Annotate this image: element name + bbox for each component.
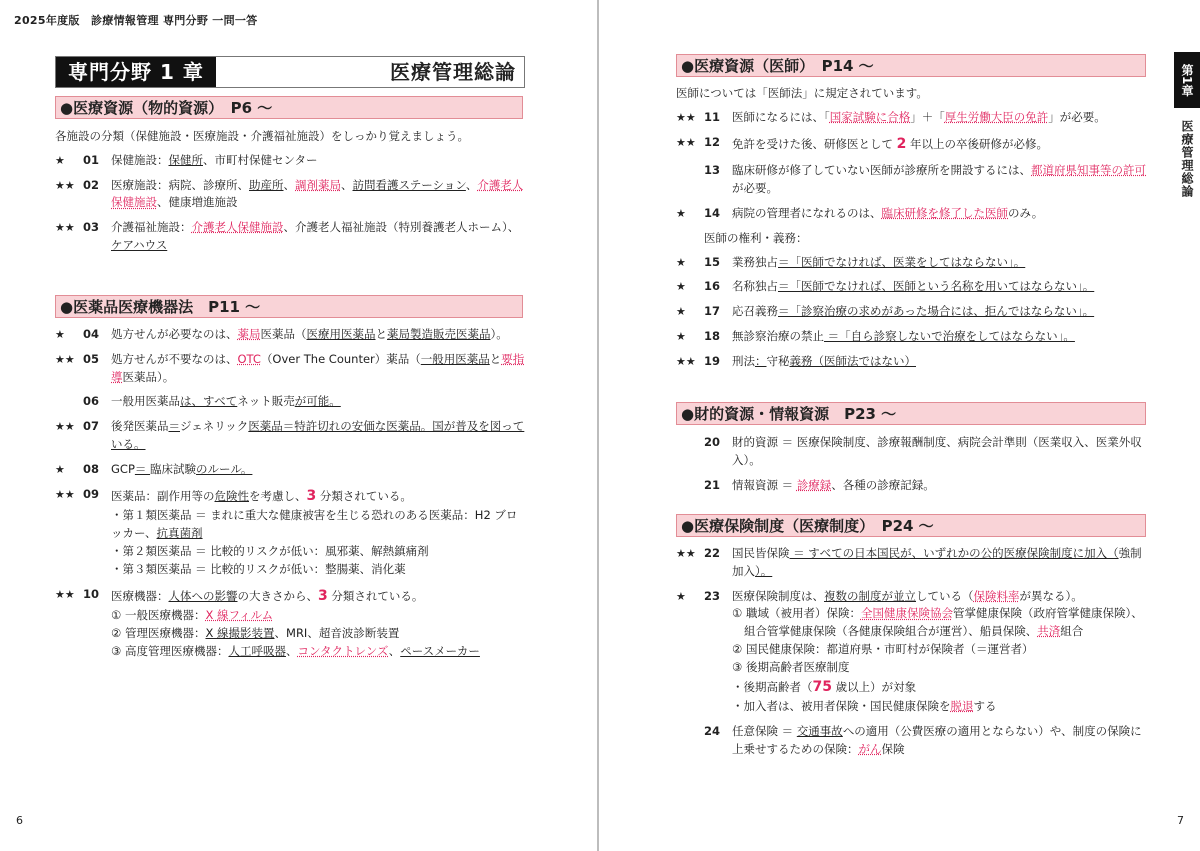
underlined-term: 交通事故 xyxy=(796,724,843,739)
section-heading: ●医療資源（医師） P14 ～ xyxy=(676,54,1146,77)
underlined-term: 人体への影響 xyxy=(168,588,238,603)
item-text xyxy=(732,109,1150,127)
item-number: 06 xyxy=(83,394,100,409)
text-run: 、介護老人福祉施設（特別養護老人ホーム）、 xyxy=(283,220,520,235)
text-run: 臨床研修が修了していない医師が診療所を開設するには、 xyxy=(732,163,1031,178)
key-term: 薬局 xyxy=(237,327,261,341)
text-run: ③ 後期高齢者医療制度 xyxy=(732,659,850,674)
question-item xyxy=(676,254,1150,272)
item-number: 03 xyxy=(83,220,100,235)
text-run: への適用（公費医療の適用とならない）や、制度の保険に上乗せするための保険： xyxy=(732,724,1142,756)
underlined-term: 人工呼吸器 xyxy=(228,643,286,658)
text-run: と xyxy=(489,351,502,366)
item-number: 17 xyxy=(704,304,721,319)
text-run: ジェネリック xyxy=(180,419,249,434)
sub-line xyxy=(111,643,525,661)
item-number: 05 xyxy=(83,351,100,366)
text-run: 年以上の卒後研修が必修。 xyxy=(906,136,1049,151)
text-run: 医療機器： xyxy=(111,588,169,603)
underlined-term: は、すべて xyxy=(180,394,238,409)
running-header: 2025年度版 診療情報管理 専門分野 一問一答 xyxy=(14,14,258,27)
text-run: ③ 高度管理医療機器： xyxy=(111,643,229,658)
item-text xyxy=(732,545,1150,581)
text-run: 国民皆保険 xyxy=(732,546,790,560)
underlined-term: ）。 xyxy=(755,563,773,578)
item-number: 10 xyxy=(83,586,100,601)
importance-stars: ★★ xyxy=(55,420,75,434)
item-text xyxy=(732,162,1150,198)
importance-stars: ★★ xyxy=(676,135,696,149)
item-number: 14 xyxy=(704,205,721,220)
question-item xyxy=(55,418,525,454)
text-run: 」＋「 xyxy=(910,109,945,124)
underlined-term: 一般用医薬品 xyxy=(420,351,490,366)
item-number: 23 xyxy=(704,588,721,603)
text-run: 医薬品）。 xyxy=(122,369,175,384)
item-text xyxy=(732,434,1150,470)
text-run: ・第１類医薬品 ＝ まれに重大な健康被害を生じる恐れのある医薬品：H2 ブロッカー、 xyxy=(111,508,518,541)
underlined-term: ＝ xyxy=(168,419,180,434)
item-text xyxy=(111,486,525,508)
item-number: 19 xyxy=(704,353,721,368)
underlined-term: 医療用医薬品 xyxy=(306,327,376,341)
text-run: 病院の管理者になれるのは、 xyxy=(732,205,882,220)
text-run: ・第２類医薬品 ＝ 比較的リスクが低い：風邪薬、解熱鎮痛剤 xyxy=(111,544,429,558)
text-run: 財的資源 ＝ 医療保険制度、診療報酬制度、病院会計準則（医業収入、医業外収入）。 xyxy=(732,435,1142,467)
emphasis-number: 3 xyxy=(318,587,328,604)
item-text xyxy=(111,461,525,479)
text-run: 、市町村保健センター xyxy=(203,152,318,167)
item-list xyxy=(676,545,1150,759)
underlined-term: 保健所 xyxy=(168,152,203,167)
importance-stars: ★ xyxy=(676,305,686,319)
sub-line xyxy=(732,623,1150,641)
key-term: 診療録 xyxy=(796,477,832,492)
text-run: 医師になるには、「 xyxy=(732,109,830,124)
question-item xyxy=(55,393,525,411)
item-number: 20 xyxy=(704,435,721,449)
sub-line xyxy=(732,605,1150,623)
text-run: 保健施設： xyxy=(111,152,169,167)
key-term: 脱退 xyxy=(950,699,974,714)
key-term: 保険料率 xyxy=(973,588,1020,603)
underlined-term: が可能。 xyxy=(294,394,341,409)
question-item xyxy=(676,353,1150,371)
item-text xyxy=(732,205,1150,223)
item-number: 16 xyxy=(704,279,721,294)
section-heading: ●医薬品医療機器法 P11 ～ xyxy=(55,295,523,318)
page-number-left: 6 xyxy=(16,813,23,827)
text-run: の大きさから、 xyxy=(237,588,318,603)
text-run: 強制加入 xyxy=(732,546,1142,578)
item-number: 22 xyxy=(704,546,721,560)
underlined-term: 抗真菌剤 xyxy=(156,526,203,541)
item-number: 02 xyxy=(83,177,100,192)
text-run: ・後期高齢者（ xyxy=(732,679,813,694)
key-term: 要指導 xyxy=(111,351,525,384)
item-text xyxy=(732,723,1150,759)
importance-stars: ★ xyxy=(55,328,65,341)
text-run: 、 xyxy=(285,643,298,658)
section-heading: ●医療資源（物的資源） P6 ～ xyxy=(55,96,523,119)
text-run: 処方せんが不要なのは、 xyxy=(111,351,238,366)
underlined-term: 助産所 xyxy=(249,177,284,192)
question-item xyxy=(676,328,1150,346)
chapter-side-title: 医療管理総論 xyxy=(1180,120,1194,198)
item-text xyxy=(111,326,525,344)
item-text xyxy=(111,177,525,213)
sub-line xyxy=(111,543,525,561)
item-text xyxy=(732,303,1150,321)
question-item xyxy=(676,278,1150,296)
text-run: を考慮し、 xyxy=(249,488,307,503)
importance-stars: ★ xyxy=(676,330,686,343)
chapter-label: 専門分野 1 章 xyxy=(56,57,216,87)
underlined-term: ＝「診察治療の求めがあった場合には、拒んではならない」。 xyxy=(778,304,1095,319)
text-run: 介護福祉施設： xyxy=(111,220,192,235)
importance-stars: ★★ xyxy=(55,487,75,501)
text-run: している（ xyxy=(916,588,974,603)
item-text xyxy=(111,351,525,387)
text-run: 、 xyxy=(341,177,353,192)
sub-line xyxy=(111,625,525,643)
key-term: 介護老人保健施設 xyxy=(111,177,524,210)
text-run: 医療保険制度は、 xyxy=(732,588,824,603)
question-item xyxy=(676,205,1150,223)
item-list xyxy=(55,326,525,661)
item-text xyxy=(732,328,1150,346)
sub-line xyxy=(111,507,525,543)
text-run: 分類されている。 xyxy=(316,488,412,503)
underlined-term: ＝ すべての日本国民が、いずれかの公的医療保険制度に加入（ xyxy=(789,546,1119,560)
question-item xyxy=(55,586,525,661)
importance-stars: ★★ xyxy=(676,110,696,124)
emphasis-number: 2 xyxy=(896,135,907,152)
text-run: 、各種の診療記録。 xyxy=(831,477,935,492)
underlined-term: ＝「医師でなければ、医業をしてはならない」。 xyxy=(778,254,1026,269)
question-item xyxy=(676,134,1150,156)
question-item xyxy=(676,723,1150,759)
key-term: 介護老人保健施設 xyxy=(191,220,284,235)
section-body xyxy=(676,434,1150,501)
item-list xyxy=(676,109,1150,223)
question-item xyxy=(55,326,525,344)
text-run: 、 xyxy=(388,643,401,658)
item-number: 18 xyxy=(704,329,721,343)
item-text xyxy=(732,134,1150,156)
item-number: 04 xyxy=(83,327,100,341)
text-run: 分類されている。 xyxy=(327,588,424,603)
sub-line xyxy=(111,561,525,579)
text-run: 臨床試験 xyxy=(150,461,197,476)
underlined-term: ＝「医師でなければ、医師という名称を用いてはならない」。 xyxy=(778,279,1095,294)
importance-stars: ★★ xyxy=(55,587,75,601)
text-run: 医療施設：病院、診療所、 xyxy=(111,177,249,192)
question-item xyxy=(676,109,1150,127)
item-number: 12 xyxy=(704,134,721,149)
item-number: 08 xyxy=(83,461,100,476)
importance-stars: ★ xyxy=(676,255,686,269)
question-item xyxy=(676,303,1150,321)
text-run: 歳以上）が対象 xyxy=(831,679,917,694)
item-number: 15 xyxy=(704,254,721,269)
underlined-term: ： xyxy=(755,353,767,368)
section-body xyxy=(676,545,1150,766)
text-run: 」が必要。 xyxy=(1048,109,1106,124)
section-intro: 各施設の分類（保健施設・医療施設・介護福祉施設）をしっかり覚えましょう。 xyxy=(55,129,469,143)
item-number: 07 xyxy=(83,419,100,434)
chapter-side-tab: 第1章 xyxy=(1174,52,1200,108)
item-list xyxy=(676,254,1150,371)
sub-line xyxy=(732,641,1150,659)
key-term: 都道府県知事等の許可 xyxy=(1031,163,1146,178)
text-run: と xyxy=(375,327,387,341)
underlined-term: ペースメーカー xyxy=(400,643,480,658)
underlined-term: 薬局製造販売医薬品 xyxy=(387,327,491,341)
section-heading: ●医療保険制度（医療制度） P24 ～ xyxy=(676,514,1146,537)
section-heading: ●財的資源・情報資源 P23 ～ xyxy=(676,402,1146,425)
key-term: コンタクトレンズ xyxy=(297,643,389,658)
key-term: OTC xyxy=(237,351,261,366)
text-run: 、MRI、超音波診断装置 xyxy=(274,626,400,641)
text-run: 、 xyxy=(465,177,478,192)
text-run: 刑法 xyxy=(732,353,755,368)
text-run: 免許を受けた後、研修医として xyxy=(732,136,897,151)
question-item xyxy=(55,219,525,255)
text-run: のみ。 xyxy=(1008,205,1044,220)
sub-line xyxy=(732,677,1150,699)
text-run: 応召義務 xyxy=(732,304,778,319)
right-page xyxy=(600,0,1200,851)
importance-stars: ★ xyxy=(676,280,686,294)
item-number: 13 xyxy=(704,163,721,178)
importance-stars: ★★ xyxy=(55,221,75,235)
text-run: ① 一般医療機器： xyxy=(111,608,206,623)
underlined-term: 医薬品＝特許切れの安価な医薬品。国が普及を図っている。 xyxy=(111,419,525,452)
text-run: 組合管掌健康保険（各健康保険組合が運営）、船員保険、 xyxy=(744,624,1038,639)
item-text xyxy=(111,152,525,170)
text-run: 管掌健康保険（政府管掌健康保険）、 xyxy=(952,606,1143,621)
importance-stars: ★ xyxy=(676,206,686,220)
item-list xyxy=(55,152,525,255)
key-term: 国家試験に合格 xyxy=(829,109,911,124)
question-item xyxy=(55,152,525,170)
page-number-right: 7 xyxy=(1177,813,1184,827)
chapter-title: 医療管理総論 xyxy=(390,59,516,84)
sub-line xyxy=(111,607,525,625)
text-run: 後発医薬品 xyxy=(111,419,169,434)
sub-line xyxy=(732,659,1150,677)
text-run: 一般用医薬品 xyxy=(111,394,180,409)
item-text xyxy=(732,353,1150,371)
item-number: 21 xyxy=(704,477,721,492)
text-run: ネット販売 xyxy=(237,394,295,409)
importance-stars: ★★ xyxy=(676,354,696,368)
underlined-term: 義務（医師法ではない） xyxy=(789,353,916,368)
text-run: 任意保険 ＝ xyxy=(732,724,797,739)
item-text xyxy=(111,418,525,454)
text-run: 、健康増進施設 xyxy=(157,195,238,210)
question-item xyxy=(676,477,1150,495)
question-item xyxy=(676,588,1150,717)
section-body xyxy=(55,326,525,668)
underlined-term: ＝ xyxy=(134,461,151,476)
text-run: が必要。 xyxy=(732,181,778,196)
text-run: 名称独占 xyxy=(732,279,778,294)
left-page xyxy=(0,0,598,851)
item-text xyxy=(111,393,525,411)
item-text xyxy=(732,254,1150,272)
question-item xyxy=(676,162,1150,198)
underlined-term: 訪問看護ステーション xyxy=(352,177,466,192)
key-term: がん xyxy=(858,742,882,756)
sub-line xyxy=(732,698,1150,716)
question-item xyxy=(55,461,525,479)
text-run: が異なる）。 xyxy=(1019,588,1083,603)
text-run: 情報資源 ＝ xyxy=(732,477,797,492)
importance-stars: ★ xyxy=(55,153,65,167)
text-run: 無診察治療の禁止 xyxy=(732,329,824,343)
underlined-term: ケアハウス xyxy=(111,238,168,253)
importance-stars: ★ xyxy=(676,589,686,603)
item-number: 11 xyxy=(704,109,721,124)
section-body xyxy=(55,128,525,262)
item-list xyxy=(676,434,1150,494)
underlined-term: 危険性 xyxy=(214,488,249,503)
underlined-term: のルール。 xyxy=(196,461,253,476)
text-run: 保険 xyxy=(881,742,905,756)
key-term: 調剤薬局 xyxy=(295,177,341,192)
item-number: 01 xyxy=(83,152,100,167)
underlined-term: X 線撮影装置 xyxy=(205,626,275,641)
emphasis-number: 3 xyxy=(306,487,317,504)
text-run: ② 国民健康保険：都道府県・市町村が保険者（＝運営者） xyxy=(732,642,1034,657)
text-run: 医薬品：副作用等の xyxy=(111,488,215,503)
text-run: ・第３類医薬品 ＝ 比較的リスクが低い：整腸薬、消化薬 xyxy=(111,561,406,576)
text-run: 組合 xyxy=(1060,624,1084,639)
question-item xyxy=(55,351,525,387)
text-run: 処方せんが必要なのは、 xyxy=(111,327,238,341)
text-run: GCP xyxy=(111,461,135,476)
chapter-bar xyxy=(55,56,525,88)
key-term: X 線フィルム xyxy=(205,608,274,623)
key-term: 全国健康保険協会 xyxy=(860,606,953,621)
emphasis-number: 75 xyxy=(812,678,832,695)
text-run: ・加入者は、被用者保険・国民健康保険を xyxy=(732,699,951,714)
underlined-term: 複数の制度が並立 xyxy=(824,588,916,603)
item-text xyxy=(732,477,1150,495)
text-run: 守秘 xyxy=(766,353,790,368)
text-run: ① 職域（被用者）保険： xyxy=(732,606,861,621)
item-text xyxy=(111,219,525,255)
item-text xyxy=(732,588,1150,606)
item-number: 09 xyxy=(83,486,100,501)
importance-stars: ★★ xyxy=(55,352,75,366)
question-item xyxy=(676,434,1150,470)
text-run: 、 xyxy=(283,177,295,192)
key-term: 臨床研修を修了した医師 xyxy=(881,205,1008,220)
key-term: 共済 xyxy=(1037,624,1061,639)
text-run: （Over The Counter）薬品（ xyxy=(260,351,421,366)
text-run: する xyxy=(973,699,997,714)
importance-stars: ★★ xyxy=(676,547,696,560)
item-text xyxy=(111,586,525,608)
question-item xyxy=(676,545,1150,581)
item-text xyxy=(732,278,1150,296)
item-number: 24 xyxy=(704,724,721,739)
text-run: 業務独占 xyxy=(732,254,778,269)
text-run: 医薬品（ xyxy=(260,327,307,341)
section-intro: 医師については「医師法」に規定されています。 xyxy=(676,86,928,100)
text-run: ② 管理医療機器： xyxy=(111,626,206,641)
section-body xyxy=(676,85,1150,378)
text-run: ）。 xyxy=(490,327,508,341)
key-term: 厚生労働大臣の免許 xyxy=(944,109,1049,124)
rights-intro: 医師の権利・義務： xyxy=(704,230,808,245)
question-item xyxy=(55,486,525,579)
question-item xyxy=(55,177,525,213)
importance-stars: ★★ xyxy=(55,178,75,192)
importance-stars: ★ xyxy=(55,462,65,476)
underlined-term: ＝「自ら診察しないで治療をしてはならない」。 xyxy=(824,329,1075,343)
